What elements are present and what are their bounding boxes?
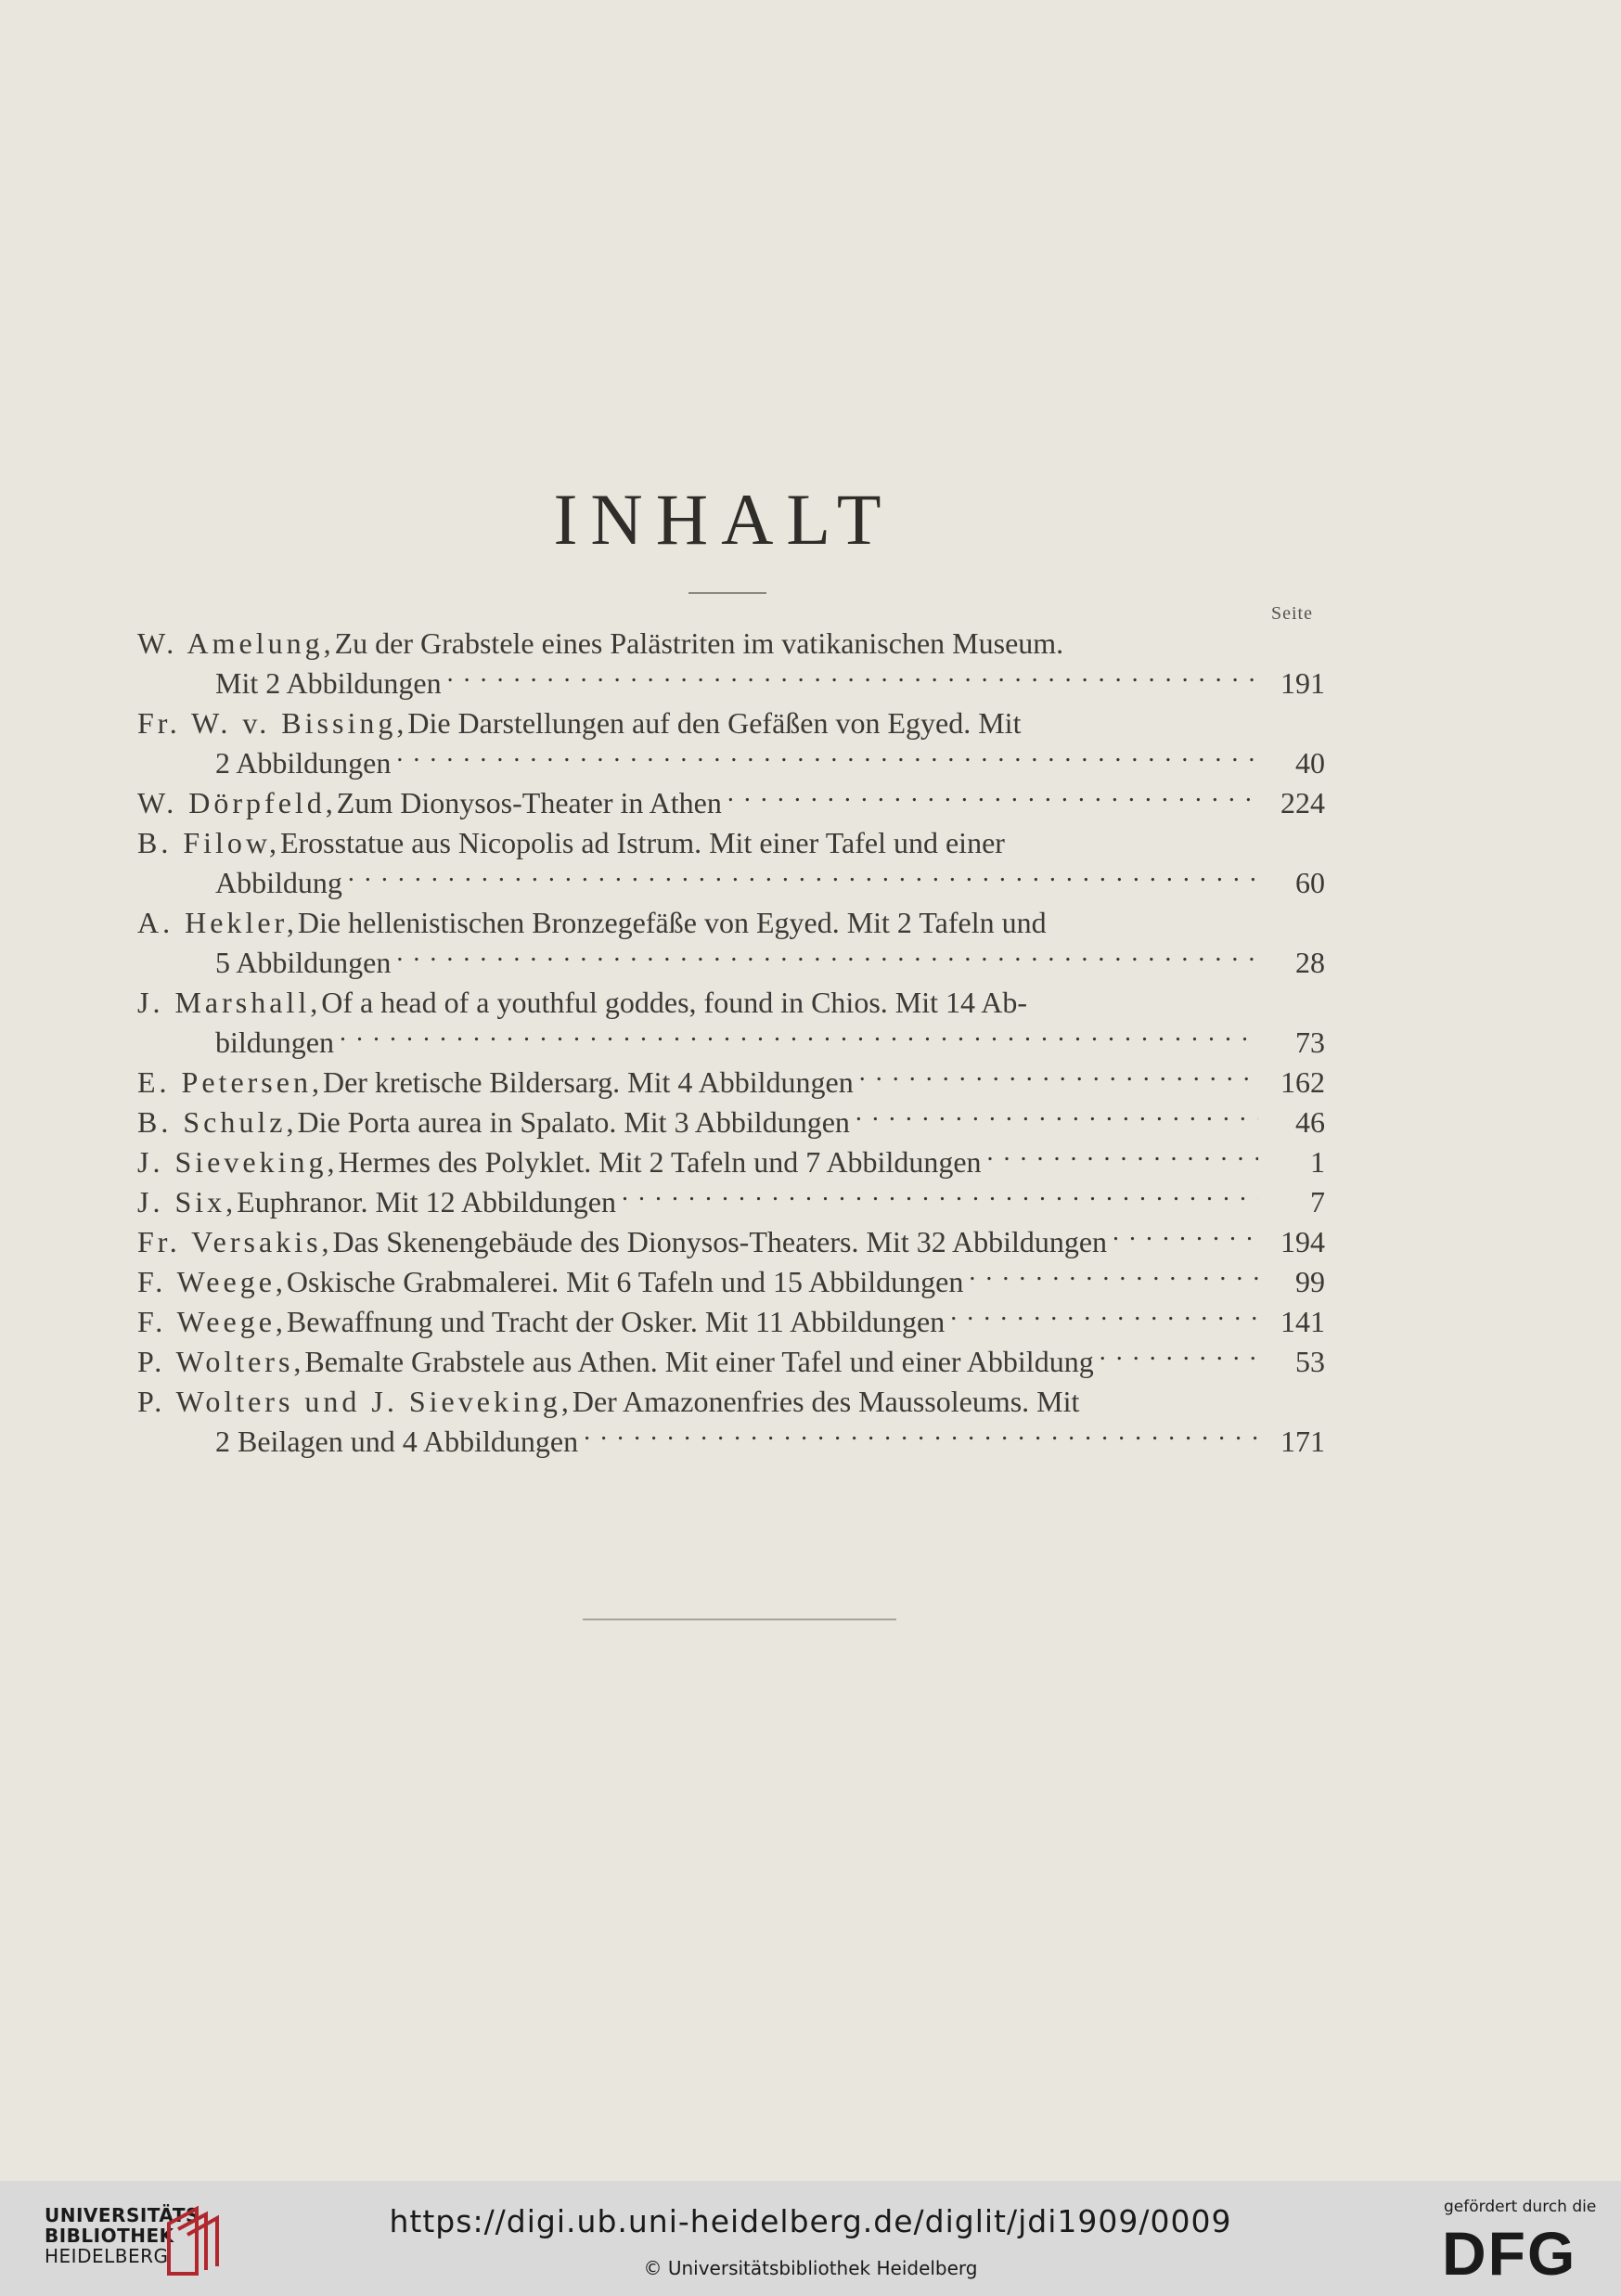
toc-entry-title: Die Porta aurea in Spalato. Mit 3 Abbildungen — [297, 1105, 850, 1139]
toc-entry-title: Oskische Grabmalerei. Mit 6 Tafeln und 15 Abbildungen — [286, 1265, 964, 1298]
leader-dots — [348, 865, 1258, 893]
toc-entry-author: W. Dörpfeld, — [137, 786, 337, 819]
toc-entry-title-continuation: Abbildung — [215, 866, 342, 899]
toc-entry-page-number: 53 — [1295, 1345, 1325, 1378]
toc-entry-page-number: 1 — [1310, 1145, 1325, 1179]
toc-entry-title-continuation: 2 Abbildungen — [215, 746, 392, 780]
toc-entry-author: F. Weege, — [137, 1305, 287, 1338]
toc-entry-page-number: 99 — [1295, 1265, 1325, 1298]
copyright-notice: © Universitätsbibliothek Heidelberg — [643, 2257, 978, 2279]
toc-entry-page-number: 46 — [1295, 1105, 1325, 1139]
toc-entry-page-number: 194 — [1280, 1225, 1325, 1258]
toc-entry-page-number: 40 — [1295, 746, 1325, 780]
toc-entry-first-line — [137, 1382, 1325, 1422]
toc-entry[interactable] — [137, 624, 1325, 703]
title-divider — [688, 592, 766, 594]
toc-entry-page-number: 224 — [1280, 786, 1325, 819]
closing-divider — [583, 1619, 896, 1620]
toc-entry-first-line — [137, 703, 1325, 743]
toc-entry-author: B. Filow, — [137, 826, 280, 859]
toc-entry-title: Der kretische Bildersarg. Mit 4 Abbildungen — [322, 1065, 854, 1099]
toc-entry[interactable] — [137, 1103, 1325, 1142]
leader-dots — [969, 1264, 1258, 1292]
toc-entry-title-continuation: 2 Beilagen und 4 Abbildungen — [215, 1425, 579, 1458]
toc-entry-first-line — [137, 1182, 1325, 1222]
leader-dots — [856, 1104, 1258, 1132]
toc-entry-first-line — [137, 823, 1325, 863]
toc-entry-title-continuation: Mit 2 Abbildungen — [215, 666, 442, 700]
toc-entry-first-line — [137, 903, 1325, 943]
document-url[interactable]: https://digi.ub.uni-heidelberg.de/diglit/jdi1909/0009 — [389, 2203, 1232, 2239]
toc-entry-page-number: 60 — [1295, 866, 1325, 899]
toc-entry-title: Bemalte Grabstele aus Athen. Mit einer Tafel und einer Abbildung — [304, 1345, 1094, 1378]
leader-dots — [727, 785, 1258, 813]
leader-dots — [859, 1064, 1258, 1092]
toc-entry-first-line — [137, 1142, 1325, 1182]
toc-entry-page-number: 73 — [1295, 1025, 1325, 1059]
toc-entry-first-line — [137, 1063, 1325, 1103]
leader-dots — [950, 1304, 1258, 1332]
toc-entry-author: P. Wolters, — [137, 1345, 305, 1378]
toc-entry[interactable] — [137, 703, 1325, 783]
leader-dots — [447, 665, 1258, 693]
toc-entry-author: J. Marshall, — [137, 986, 322, 1019]
toc-entry-continuation-line — [137, 1023, 1325, 1063]
toc-entry[interactable] — [137, 1342, 1325, 1382]
toc-entry-author: Fr. W. v. Bissing, — [137, 706, 408, 740]
toc-entry[interactable] — [137, 1222, 1325, 1262]
toc-entry-title: Der Amazonenfries des Maussoleums. Mit — [572, 1385, 1080, 1418]
toc-entry-author: F. Weege, — [137, 1265, 287, 1298]
toc-entry[interactable] — [137, 1063, 1325, 1103]
toc-entry-title: Das Skenengebäude des Dionysos-Theaters. Mit 32 Abbildungen — [332, 1225, 1108, 1258]
leader-dots — [987, 1144, 1258, 1172]
toc-entry-author: A. Hekler, — [137, 906, 298, 939]
toc-entry-page-number: 28 — [1295, 946, 1325, 979]
toc-entry-first-line — [137, 1103, 1325, 1142]
dfg-logo[interactable]: DFG — [1442, 2219, 1577, 2288]
toc-entry-first-line — [137, 983, 1325, 1023]
toc-entry-first-line — [137, 783, 1325, 823]
toc-entry-title: Die Darstellungen auf den Gefäßen von Egyed. Mit — [407, 706, 1022, 740]
toc-entry-title: Bewaffnung und Tracht der Osker. Mit 11 Abbildungen — [286, 1305, 946, 1338]
toc-entry-page-number: 191 — [1280, 666, 1325, 700]
library-name-line3: HEIDELBERG — [45, 2245, 169, 2267]
toc-entry-first-line — [137, 1342, 1325, 1382]
toc-entry-title: Zum Dionysos-Theater in Athen — [336, 786, 722, 819]
toc-entry-page-number: 162 — [1280, 1065, 1325, 1099]
toc-entry[interactable] — [137, 1142, 1325, 1182]
toc-entry-page-number: 141 — [1280, 1305, 1325, 1338]
toc-entry-title-continuation: bildungen — [215, 1025, 334, 1059]
page-title: INHALT — [553, 479, 894, 560]
library-name-line2: BIBLIOTHEK — [45, 2225, 174, 2247]
toc-entry[interactable] — [137, 1302, 1325, 1342]
toc-entry-page-number: 171 — [1280, 1425, 1325, 1458]
toc-entry-title: Euphranor. Mit 12 Abbildungen — [237, 1185, 616, 1219]
toc-entry-continuation-line — [137, 863, 1325, 903]
toc-entry-author: E. Petersen, — [137, 1065, 323, 1099]
toc-entry-author: P. Wolters und J. Sieveking, — [137, 1385, 572, 1418]
toc-entry-title: Erosstatue aus Nicopolis ad Istrum. Mit einer Tafel und einer — [279, 826, 1005, 859]
toc-entry[interactable] — [137, 1262, 1325, 1302]
toc-entry-title: Zu der Grabstele eines Palästriten im vatikanischen Museum. — [334, 626, 1064, 660]
toc-entry-continuation-line — [137, 943, 1325, 983]
leader-dots — [396, 745, 1258, 773]
toc-entry-title: Of a head of a youthful goddes, found in Chios. Mit 14 Ab- — [321, 986, 1027, 1019]
toc-entry-author: Fr. Versakis, — [137, 1225, 333, 1258]
leader-dots — [340, 1025, 1258, 1052]
toc-entry[interactable] — [137, 1382, 1325, 1462]
toc-entry[interactable] — [137, 823, 1325, 903]
toc-entry-title-continuation: 5 Abbildungen — [215, 946, 392, 979]
toc-entry-first-line — [137, 624, 1325, 664]
library-name-line1: UNIVERSITÄTS- — [45, 2204, 208, 2226]
table-of-contents — [137, 624, 1325, 1462]
toc-entry-first-line — [137, 1302, 1325, 1342]
toc-entry-author: W. Amelung, — [137, 626, 335, 660]
funding-label: gefördert durch die — [1444, 2198, 1597, 2216]
toc-entry-author: J. Sieveking, — [137, 1145, 339, 1179]
toc-entry-title: Die hellenistischen Bronzegefäße von Egyed. Mit 2 Tafeln und — [297, 906, 1047, 939]
leader-dots — [1100, 1344, 1258, 1372]
leader-dots — [396, 945, 1258, 973]
toc-entry-continuation-line — [137, 1422, 1325, 1462]
toc-entry-author: J. Six, — [137, 1185, 238, 1219]
toc-entry[interactable] — [137, 983, 1325, 1063]
toc-entry-continuation-line — [137, 664, 1325, 703]
page-column-label: Seite — [1271, 603, 1313, 624]
toc-entry-title: Hermes des Polyklet. Mit 2 Tafeln und 7 Abbildungen — [338, 1145, 982, 1179]
toc-entry-continuation-line — [137, 743, 1325, 783]
leader-dots — [1113, 1224, 1258, 1252]
leader-dots — [622, 1184, 1258, 1212]
footer-bar — [0, 2181, 1621, 2296]
toc-entry[interactable] — [137, 1182, 1325, 1222]
toc-entry-first-line — [137, 1222, 1325, 1262]
toc-entry[interactable] — [137, 903, 1325, 983]
toc-entry-first-line — [137, 1262, 1325, 1302]
leader-dots — [584, 1424, 1258, 1451]
toc-entry-page-number: 7 — [1310, 1185, 1325, 1219]
toc-entry-author: B. Schulz, — [137, 1105, 298, 1139]
toc-entry[interactable] — [137, 783, 1325, 823]
